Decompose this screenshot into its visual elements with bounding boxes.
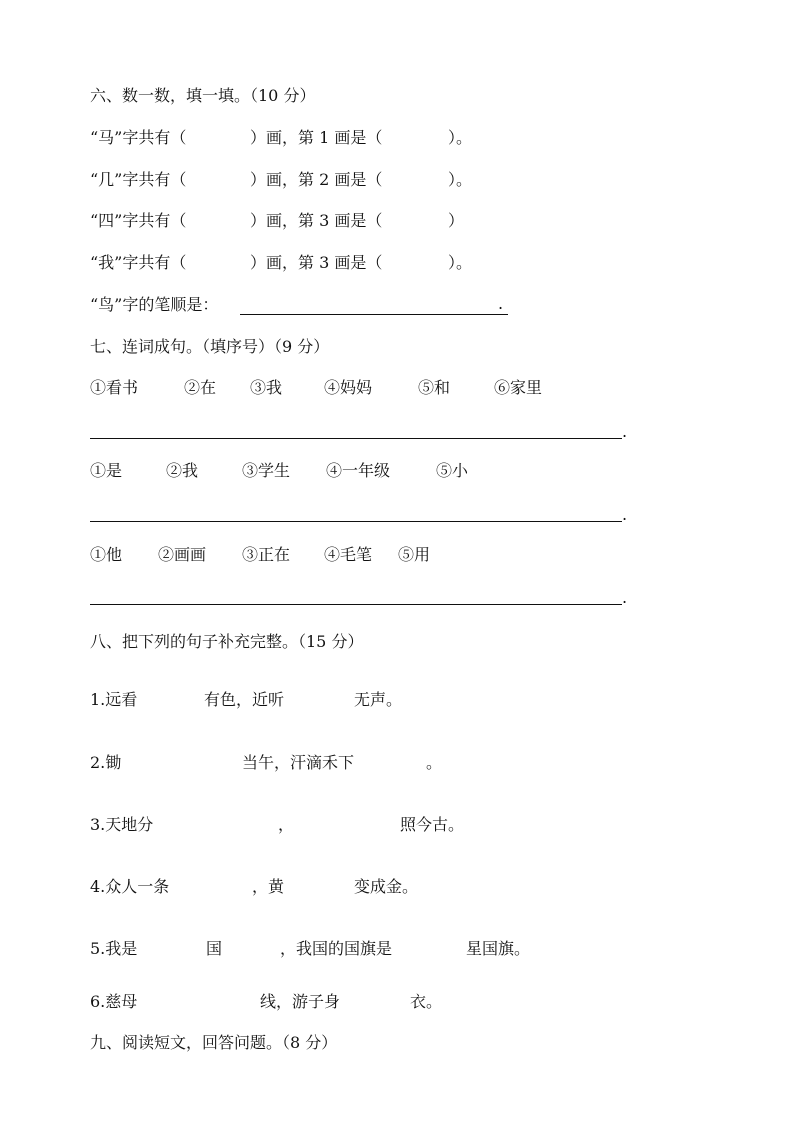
stroke-question-row (90, 170, 473, 190)
row-end: ）。 (448, 128, 473, 147)
word-chip: ④妈妈 (324, 378, 373, 397)
sentence-segment: ，黄 (252, 877, 285, 896)
sentence-segment: 有色，近听 (204, 690, 285, 709)
sentence-segment: 1.远看 (90, 690, 138, 709)
word-chip: ①是 (90, 461, 123, 480)
sentence-segment: 线，游子身 (260, 992, 341, 1011)
word-chip: ⑥家里 (494, 378, 543, 397)
section6-title: 六、数一数，填一填。（10 分） (90, 86, 316, 105)
bird-stroke-order-row (90, 295, 219, 315)
sentence-segment: 2.锄 (90, 753, 122, 772)
word-chip: ⑤用 (398, 545, 431, 564)
bird-stroke-order-label: “鸟”字的笔顺是： (90, 295, 219, 314)
word-chip: ①他 (90, 545, 123, 564)
section7-title: 七、连词成句。（填序号）（9 分） (90, 337, 330, 356)
sentence-segment: 3.天地分 (90, 815, 154, 834)
sentence-segment: ，我国的国旗是 (280, 939, 393, 958)
stroke-order-prompt: ）画，第 3 画是（ (250, 211, 383, 230)
sentence-segment: 星国旗。 (466, 939, 531, 958)
answer-line-end: . (498, 294, 504, 313)
answer-line[interactable] (90, 521, 622, 522)
word-chip: ②在 (184, 378, 217, 397)
section9-title: 九、阅读短文，回答问题。（8 分） (90, 1033, 338, 1052)
answer-line-end: . (622, 505, 628, 524)
stroke-order-prompt: ）画，第 2 画是（ (250, 170, 383, 189)
fill-blank-sentence (90, 992, 443, 1012)
section8-title: 八、把下列的句子补充完整。（15 分） (90, 632, 364, 651)
sentence-segment: 无声。 (354, 690, 403, 709)
word-chip: ⑤和 (418, 378, 451, 397)
word-chip: ⑤小 (436, 461, 469, 480)
answer-line-end: . (622, 588, 628, 607)
sentence-segment: 5.我是 (90, 939, 138, 958)
sentence-segment: ， (278, 815, 295, 834)
stroke-question-row (90, 211, 465, 231)
stroke-count-prompt: “四”字共有（ (90, 211, 187, 230)
row-end: ） (448, 211, 465, 230)
fill-blank-sentence (90, 690, 403, 710)
word-chip: ④毛笔 (324, 545, 373, 564)
stroke-question-row (90, 128, 473, 148)
word-group (90, 461, 469, 481)
word-chip: ④一年级 (326, 461, 391, 480)
stroke-count-prompt: “我”字共有（ (90, 253, 187, 272)
sentence-segment: 照今古。 (400, 815, 465, 834)
answer-line-end: . (622, 422, 628, 441)
word-chip: ③我 (250, 378, 283, 397)
word-chip: ③学生 (242, 461, 291, 480)
word-chip: ③正在 (242, 545, 291, 564)
word-chip: ②我 (166, 461, 199, 480)
answer-line[interactable] (90, 438, 622, 439)
word-chip: ②画画 (158, 545, 207, 564)
stroke-order-prompt: ）画，第 3 画是（ (250, 253, 383, 272)
sentence-segment: 衣。 (410, 992, 443, 1011)
word-group (90, 545, 431, 565)
word-group (90, 378, 543, 398)
fill-blank-sentence (90, 877, 419, 897)
fill-blank-sentence (90, 939, 531, 959)
stroke-count-prompt: “马”字共有（ (90, 128, 187, 147)
stroke-question-row (90, 253, 473, 273)
fill-blank-sentence (90, 753, 443, 773)
word-chip: ①看书 (90, 378, 139, 397)
stroke-count-prompt: “几”字共有（ (90, 170, 187, 189)
answer-line[interactable] (90, 604, 622, 605)
answer-line[interactable] (240, 314, 508, 315)
row-end: ）。 (448, 170, 473, 189)
sentence-segment: 变成金。 (354, 877, 419, 896)
sentence-segment: 。 (426, 753, 443, 772)
fill-blank-sentence (90, 815, 465, 835)
stroke-order-prompt: ）画，第 1 画是（ (250, 128, 383, 147)
row-end: ）。 (448, 253, 473, 272)
sentence-segment: 国 (206, 939, 223, 958)
sentence-segment: 4.众人一条 (90, 877, 170, 896)
sentence-segment: 当午，汗滴禾下 (242, 753, 355, 772)
sentence-segment: 6.慈母 (90, 992, 138, 1011)
